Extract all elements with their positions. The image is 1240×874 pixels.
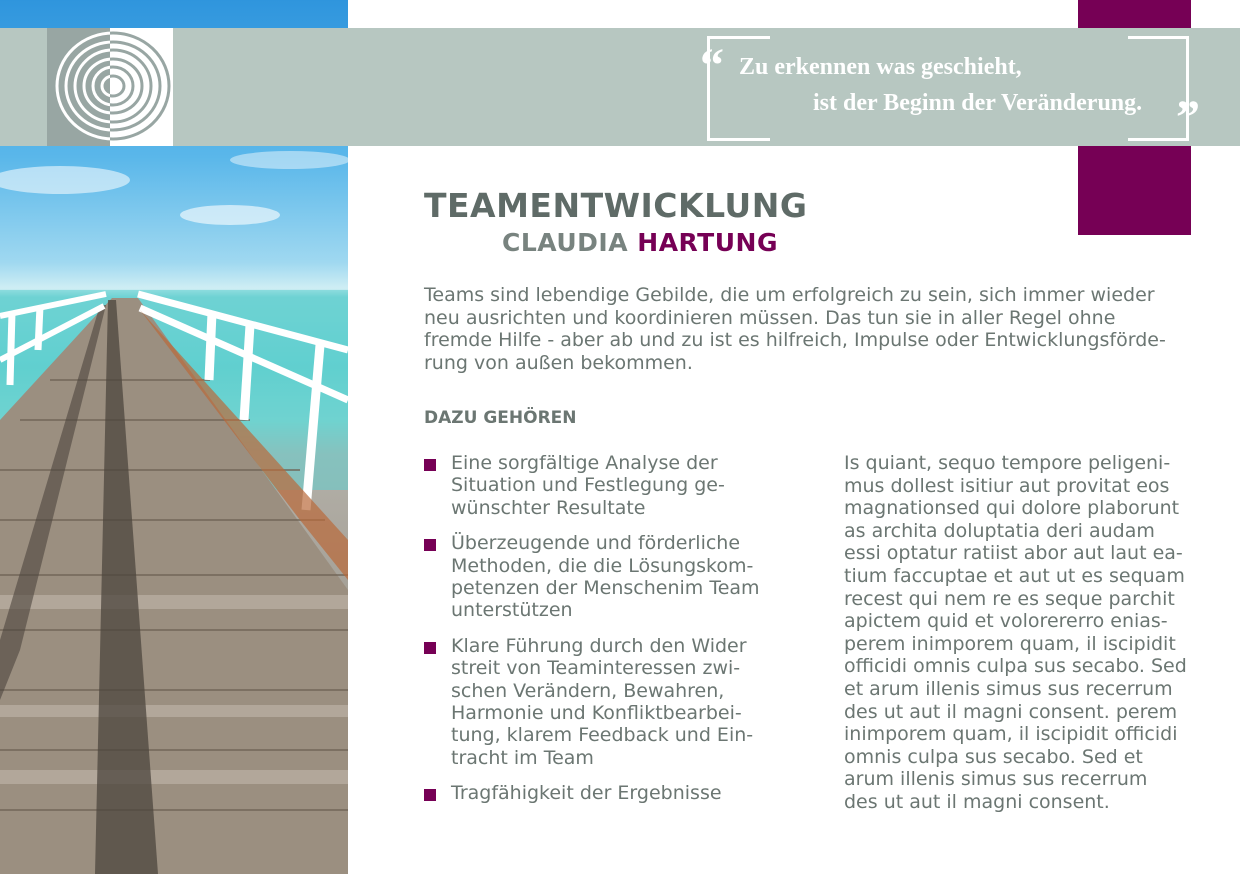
bullet-list: [424, 452, 804, 818]
body-line: tium faccuptae et aut ut es sequam: [844, 564, 1185, 587]
body-line: recest qui nem re es seque parchit: [844, 587, 1175, 610]
body-line: arum illenis simus sus recerrum: [844, 768, 1148, 791]
list-item-line: petenzen der Menschenim Team: [451, 577, 760, 600]
list-item-line: unterstützen: [451, 599, 573, 622]
list-item-line: streit von Teaminteressen zwi-: [451, 657, 741, 680]
body-line: des ut aut il magni consent. perem: [844, 700, 1178, 723]
body-line: des ut aut il magni consent.: [844, 790, 1110, 813]
body-line: essi optatur ratiist abor aut laut ea-: [844, 542, 1183, 565]
body-line: magnationsed qui dolore plaborunt: [844, 497, 1180, 520]
author-name: [502, 228, 778, 257]
body-line: et arum illenis simus sus recerrum: [844, 677, 1173, 700]
square-bullet-icon: [424, 539, 436, 551]
list-item: [424, 782, 804, 804]
author-last-name: HARTUNG: [637, 228, 778, 257]
square-bullet-icon: [424, 789, 436, 801]
intro-line: rung von außen bekommen.: [424, 351, 693, 374]
list-item-line: Situation und Festlegung ge-: [451, 474, 725, 497]
author-first-name: CLAUDIA: [502, 228, 629, 257]
list-item-line: Tragfähigkeit der Ergebnisse: [451, 782, 722, 805]
body-line: omnis culpa sus secabo. Sed et: [844, 745, 1143, 768]
body-line: officidi omnis culpa sus secabo. Sed: [844, 655, 1187, 678]
intro-paragraph: [424, 284, 1194, 374]
quote-line-2: ist der Beginn der Veränderung.: [813, 90, 1143, 116]
intro-line: Teams sind lebendige Gebilde, die um erfolgreich zu sein, sich immer wieder: [424, 284, 1155, 306]
section-heading: DAZU GEHÖREN: [424, 408, 577, 428]
list-item-line: tracht im Team: [451, 746, 594, 769]
body-line: apictem quid et volorererro enias-: [844, 610, 1168, 633]
header-band: [0, 28, 1240, 146]
intro-line: neu ausrichten und koordinieren müssen. Das tun sie in aller Regel ohne: [424, 306, 1116, 329]
square-bullet-icon: [424, 642, 436, 654]
body-line: mus dollest isitiur aut provitat eos: [844, 474, 1170, 497]
list-item-line: wünschter Resultate: [451, 496, 646, 519]
list-item-line: Überzeugende und förderliche: [451, 532, 741, 555]
body-line: inimporem quam, il iscipidit officidi: [844, 723, 1178, 746]
page-title: TEAMENTWICKLUNG: [424, 186, 808, 225]
body-line: Is quiant, sequo tempore peligeni-: [844, 452, 1171, 474]
list-item-line: schen Verändern, Bewahren,: [451, 679, 725, 702]
list-item-line: Klare Führung durch den Wider: [451, 634, 747, 657]
purple-accent-bottom: [1078, 146, 1191, 235]
body-line: as archita doluptatia deri audam: [844, 519, 1155, 542]
tree-rings-logo-icon: [47, 28, 173, 146]
list-item: [424, 635, 804, 769]
list-item: [424, 532, 804, 622]
quote-close-mark: ”: [1176, 91, 1200, 144]
list-item-line: tung, klarem Feedback und Ein-: [451, 724, 754, 747]
body-text-column: [844, 452, 1204, 814]
list-item: [424, 452, 804, 519]
logo-rings: [47, 28, 173, 146]
list-item-line: Eine sorgfältige Analyse der: [451, 452, 718, 474]
list-item-line: Methoden, die die Lösungskom-: [451, 554, 754, 577]
body-line: perem inimporem quam, il iscipidit: [844, 632, 1176, 655]
intro-line: fremde Hilfe - aber ab und zu ist es hilfreich, Impulse oder Entwicklungsförde-: [424, 329, 1166, 352]
quote-open-mark: “: [700, 39, 724, 92]
purple-accent-top: [1078, 0, 1191, 28]
list-item-line: Harmonie und Konfliktbearbei-: [451, 702, 742, 725]
square-bullet-icon: [424, 459, 436, 471]
quote-line-1: Zu erkennen was geschieht,: [739, 54, 1022, 80]
